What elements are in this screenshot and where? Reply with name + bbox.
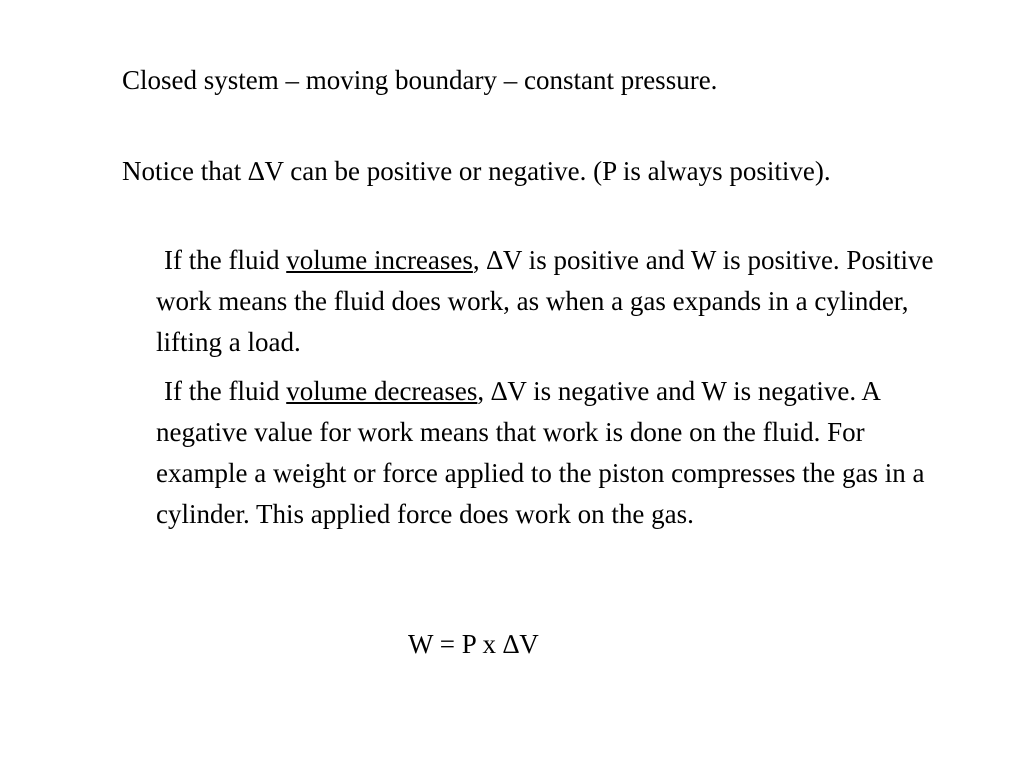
- volume-decrease-explanation: , ∆V is negative and W is negative. A negative value for work means that work is done on the fluid. For example a weight or force applied to the piston compresses the gas in a cylinder. This applied force does work on the gas.: [156, 376, 925, 529]
- notice-paragraph: Notice that ∆V can be positive or negative. (P is always positive).: [122, 156, 831, 186]
- volume-increases-emphasis: volume increases: [286, 245, 473, 275]
- volume-increase-explanation: , ∆V is positive and W is positive. Positive work means the fluid does work, as when a gas expands in a cylinder, lifting a load.: [156, 245, 934, 357]
- slide-title: Closed system – moving boundary – constant pressure.: [122, 65, 718, 95]
- volume-decrease-lead-text: If the fluid: [164, 376, 287, 406]
- work-formula: W = P x ∆V: [408, 629, 539, 659]
- volume-increase-lead-text: If the fluid: [164, 245, 287, 275]
- volume-decreases-emphasis: volume decreases: [286, 376, 478, 406]
- volume-decrease-paragraph: [156, 371, 936, 535]
- volume-increase-paragraph: [156, 240, 936, 363]
